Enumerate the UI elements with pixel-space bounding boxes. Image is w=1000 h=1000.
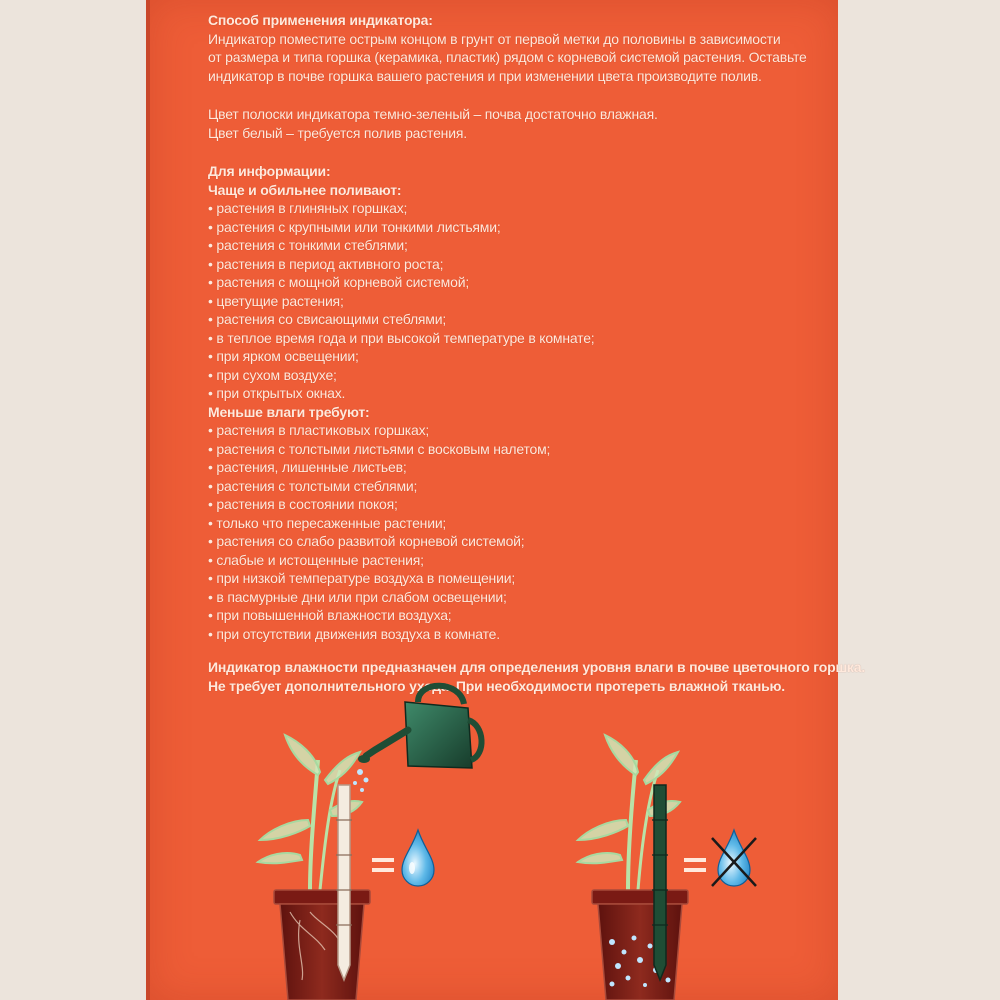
instruction-text: [208, 11, 866, 695]
less-water-item: • при низкой температуре воздуха в помещении;: [208, 570, 516, 586]
less-water-item: • слабые и истощенные растения;: [208, 551, 424, 568]
more-water-item: • в теплое время года и при высокой температуре в комнате;: [208, 329, 595, 346]
plant-pot-icon: [592, 890, 688, 1000]
water-drop-icon: [402, 830, 434, 886]
equals-sign: [372, 858, 394, 872]
crossed-water-drop-icon: [712, 830, 756, 886]
watering-can-icon: [353, 686, 482, 792]
less-water-heading: Меньше влаги требуют:: [208, 403, 370, 420]
less-water-item: • растения в пластиковых горшках;: [208, 422, 430, 438]
more-water-item: • при открытых окнах.: [208, 385, 346, 401]
more-water-heading: Чаще и обильнее поливают:: [208, 181, 402, 198]
usage-line: Индикатор поместите острым концом в грунт от первой метки до половины в зависимости: [208, 30, 781, 47]
usage-heading: Способ применения индикатора:: [208, 12, 433, 28]
less-water-item: • растения с толстыми стеблями;: [208, 477, 418, 494]
more-water-item: • растения в глиняных горшках;: [208, 200, 408, 216]
moisture-indicator-icon: [652, 785, 668, 980]
usage-line: индикатор в почве горшка вашего растения и при изменении цвета производите полив.: [208, 67, 762, 84]
info-heading: Для информации:: [208, 163, 331, 179]
less-water-item: • растения, лишенные листьев;: [208, 459, 407, 475]
more-water-item: • при ярком освещении;: [208, 348, 359, 364]
more-water-item: • при сухом воздухе;: [208, 366, 337, 383]
more-water-item: • растения с мощной корневой системой;: [208, 274, 470, 290]
less-water-item: • растения с толстыми листьями с восковым налетом;: [208, 440, 551, 457]
plant-pot-icon: [274, 890, 370, 1000]
footer-line: Не требует дополнительного ухода. При необходимости протереть влажной тканью.: [208, 677, 785, 694]
less-water-item: • при повышенной влажности воздуха;: [208, 607, 452, 623]
more-water-item: • растения со свисающими стеблями;: [208, 311, 447, 327]
usage-line: от размера и типа горшка (керамика, пластик) рядом с корневой системой растения. Оставьте: [208, 49, 807, 65]
footer-line: Индикатор влажности предназначен для определения уровня влаги в почве цветочного горшка.: [208, 659, 866, 675]
less-water-item: • в пасмурные дни или при слабом освещении;: [208, 588, 507, 605]
color-info-line: Цвет полоски индикатора темно-зеленый – почва достаточно влажная.: [208, 106, 658, 122]
moisture-indicator-icon: [336, 785, 352, 980]
less-water-item: • растения в состоянии покоя;: [208, 496, 398, 512]
less-water-item: • растения со слабо развитой корневой системой;: [208, 533, 525, 549]
more-water-item: • растения с тонкими стеблями;: [208, 237, 408, 253]
equals-sign: [684, 858, 706, 872]
watering-illustration: [150, 680, 838, 1000]
more-water-item: • растения в период активного роста;: [208, 255, 444, 272]
more-water-item: • цветущие растения;: [208, 292, 344, 309]
instruction-card: [150, 0, 866, 1000]
less-water-item: • только что пересаженные растении;: [208, 514, 447, 531]
color-info-line: Цвет белый – требуется полив растения.: [208, 124, 467, 141]
more-water-item: • растения с крупными или тонкими листьями;: [208, 218, 501, 235]
less-water-item: • при отсутствии движения воздуха в комнате.: [208, 625, 500, 642]
